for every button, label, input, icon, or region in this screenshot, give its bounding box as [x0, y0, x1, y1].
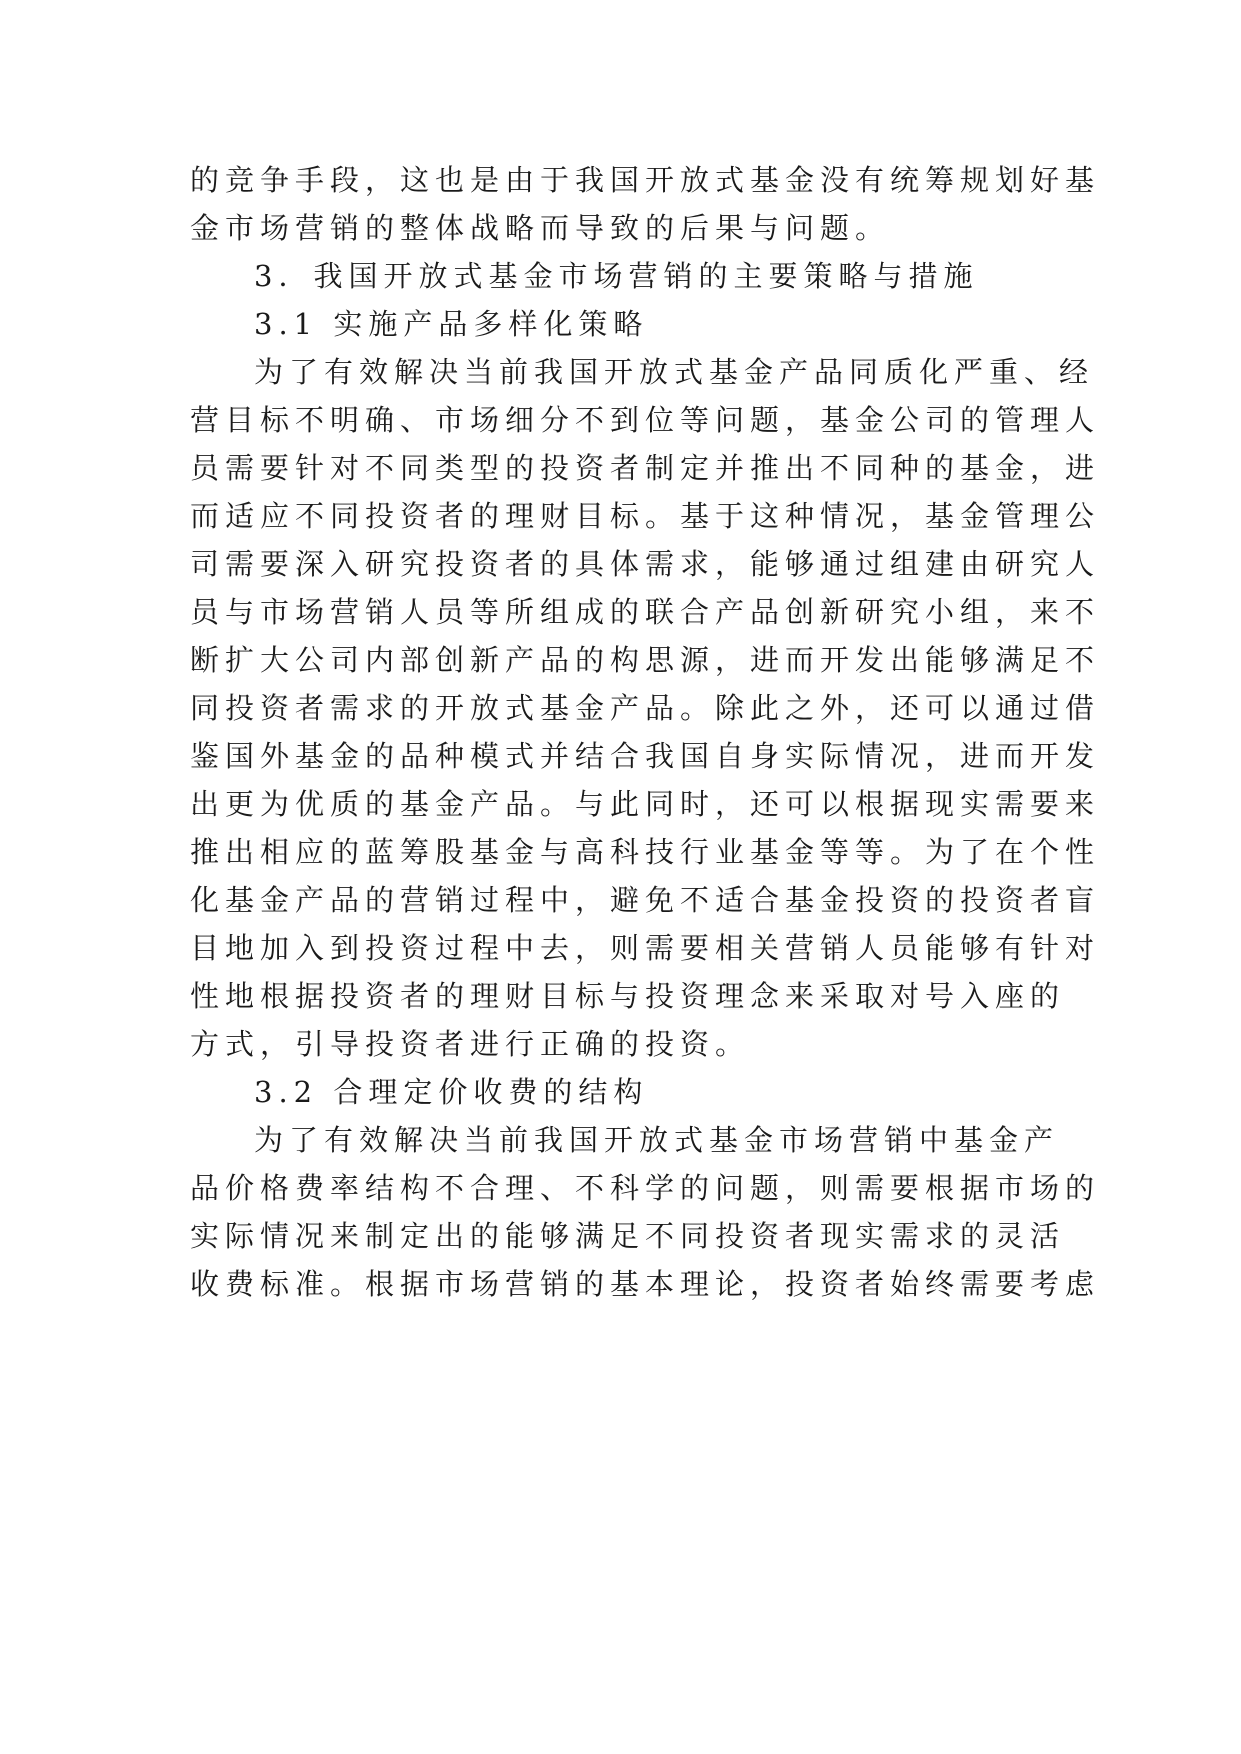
- subsection-heading-3-2: 3.2 合理定价收费的结构: [254, 1075, 649, 1109]
- text-line: 同投资者需求的开放式基金产品。除此之外，还可以通过借: [190, 691, 1101, 725]
- text-line: 实际情况来制定出的能够满足不同投资者现实需求的灵活: [190, 1219, 1066, 1253]
- paragraph-3-2: [190, 1116, 1101, 1308]
- continuation-paragraph: [190, 156, 1101, 252]
- document-page: [190, 156, 1101, 1308]
- text-line: 性地根据投资者的理财目标与投资理念来采取对号入座的: [190, 979, 1066, 1013]
- subsection-heading-3-1: 3.1 实施产品多样化策略: [254, 307, 649, 341]
- text-line: 员与市场营销人员等所组成的联合产品创新研究小组，来不: [190, 595, 1101, 629]
- text-line: 司需要深入研究投资者的具体需求，能够通过组建由研究人: [190, 547, 1101, 581]
- text-line: 出更为优质的基金产品。与此同时，还可以根据现实需要来: [190, 787, 1101, 821]
- text-line: 收费标准。根据市场营销的基本理论，投资者始终需要考虑: [190, 1267, 1101, 1301]
- text-line: 员需要针对不同类型的投资者制定并推出不同种的基金，进: [190, 451, 1101, 485]
- text-line: 而适应不同投资者的理财目标。基于这种情况，基金管理公: [190, 499, 1101, 533]
- text-line: 断扩大公司内部创新产品的构思源，进而开发出能够满足不: [190, 643, 1101, 677]
- text-line: 金市场营销的整体战略而导致的后果与问题。: [190, 211, 891, 245]
- text-line: 为了有效解决当前我国开放式基金市场营销中基金产: [254, 1123, 1060, 1157]
- text-line: 营目标不明确、市场细分不到位等问题，基金公司的管理人: [190, 403, 1101, 437]
- text-line: 鉴国外基金的品种模式并结合我国自身实际情况，进而开发: [190, 739, 1101, 773]
- text-line: 品价格费率结构不合理、不科学的问题，则需要根据市场的: [190, 1171, 1101, 1205]
- text-line: 方式，引导投资者进行正确的投资。: [190, 1027, 751, 1061]
- text-line: 化基金产品的营销过程中，避免不适合基金投资的投资者盲: [190, 883, 1101, 917]
- text-line: 目地加入到投资过程中去，则需要相关营销人员能够有针对: [190, 931, 1101, 965]
- text-line: 为了有效解决当前我国开放式基金产品同质化严重、经: [254, 355, 1095, 389]
- text-line: 的竞争手段，这也是由于我国开放式基金没有统筹规划好基: [190, 163, 1101, 197]
- section-heading-3: 3．我国开放式基金市场营销的主要策略与措施: [254, 259, 979, 293]
- paragraph-3-1: [190, 348, 1101, 1068]
- text-line: 推出相应的蓝筹股基金与高科技行业基金等等。为了在个性: [190, 835, 1101, 869]
